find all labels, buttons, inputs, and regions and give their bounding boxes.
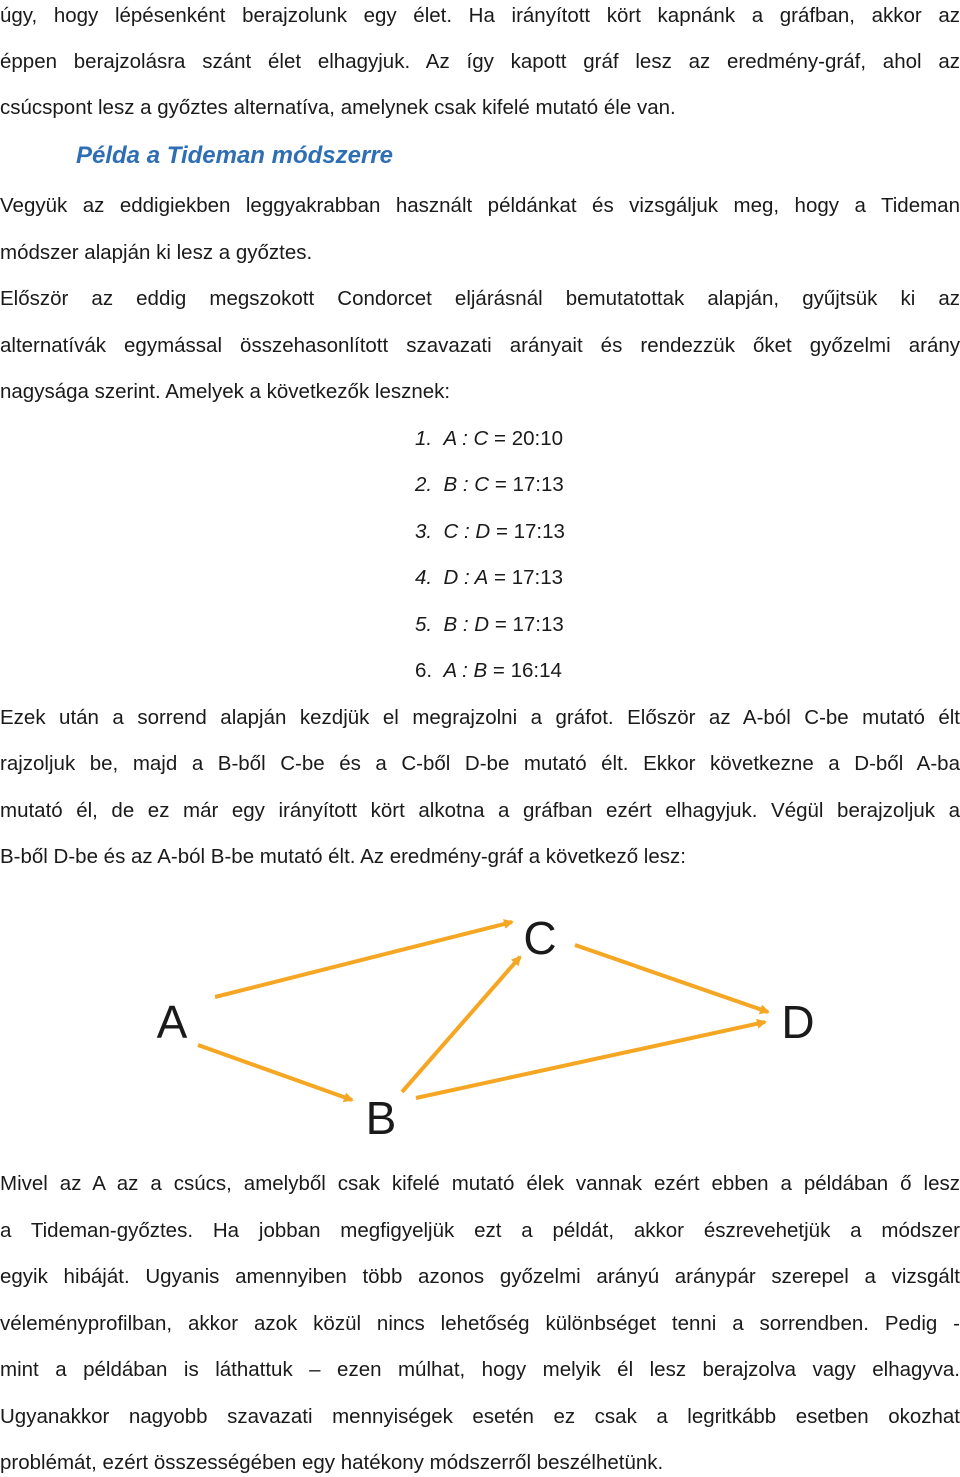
pair-ratio: = 17:13 <box>494 473 564 496</box>
pair-item-6: 6. A : B = 16:14 <box>415 659 562 682</box>
para4-line-4: véleményprofilban, akkor azok közül nincs lehetőség különbséget tenni a sorrendben. Pedig - <box>0 1312 960 1335</box>
para3-line-1: Ezek után a sorrend alapján kezdjük el megrajzolni a gráfot. Először az A-ból C-be mutató élt <box>0 706 960 729</box>
para4-line-7: problémát, ezért összességében egy hatékony módszerről beszélhetünk. <box>0 1451 664 1474</box>
pair-first: A <box>443 659 457 682</box>
pair-num: 2. <box>415 473 433 496</box>
pair-item-4: 4. D : A = 17:13 <box>415 566 564 589</box>
para2-line-2: alternatívák egymással összehasonlított szavazati arányait és rendezzük őket győzelmi arány <box>0 334 960 357</box>
pair-second: B <box>473 659 488 682</box>
node-c: C <box>523 912 557 964</box>
para3-line-3: mutató él, de ez már egy irányított kört alkotna a gráfban ezért elhagyjuk. Végül berajzoljuk a <box>0 799 960 822</box>
para4-line-3: egyik hibáját. Ugyanis amennyiben több azonos győzelmi arányú aránypár szerepel a vizsgált <box>0 1265 960 1288</box>
result-graph <box>0 900 960 1145</box>
pair-ratio: = 16:14 <box>492 659 562 682</box>
node-a: A <box>156 996 188 1048</box>
pair-second: D <box>474 613 490 636</box>
pair-item-1: 1. A : C = 20:10 <box>415 427 564 450</box>
para1-line-1: Vegyük az eddigiekben leggyakrabban használt példánkat és vizsgáljuk meg, hogy a Tideman <box>0 194 960 217</box>
edge-a-to-c <box>215 922 512 997</box>
pair-second: A <box>474 566 489 589</box>
pair-num: 3. <box>415 520 433 543</box>
pair-num: 4. <box>415 566 433 589</box>
pair-first: D <box>443 566 459 589</box>
para2-line-1: Először az eddig megszokott Condorcet eljárásnál bemutatottak alapján, gyűjtsük ki az <box>0 287 960 310</box>
pair-first: C <box>443 520 459 543</box>
edge-b-to-c <box>402 957 520 1092</box>
node-d: D <box>781 996 815 1048</box>
para4-line-2: a Tideman-győztes. Ha jobban megfigyeljük ezt a példát, akkor észrevehetjük a módszer <box>0 1219 960 1242</box>
pair-first: A <box>443 427 457 450</box>
pair-ratio: = 17:13 <box>495 520 565 543</box>
pair-item-2: 2. B : C = 17:13 <box>415 473 564 496</box>
intro-line-2: éppen berajzolásra szánt élet elhagyjuk. Az így kapott gráf lesz az eredmény-gráf, ahol az <box>0 50 960 73</box>
pair-second: C <box>473 427 489 450</box>
pair-second: D <box>475 520 491 543</box>
para2-line-3: nagysága szerint. Amelyek a következők lesznek: <box>0 380 451 403</box>
pair-item-5: 5. B : D = 17:13 <box>415 613 564 636</box>
para3-line-2: rajzoljuk be, majd a B-ből C-be és a C-ből D-be mutató élt. Ekkor következne a D-ből A-ba <box>0 752 960 775</box>
para4-line-6: Ugyanakkor nagyobb szavazati mennyiségek esetén ez csak a legritkább esetben okozhat <box>0 1405 960 1428</box>
pair-num: 5. <box>415 613 433 636</box>
section-heading: Példa a Tideman módszerre <box>76 142 394 169</box>
pair-ratio: = 17:13 <box>494 566 564 589</box>
pair-ratio: = 17:13 <box>494 613 564 636</box>
pair-second: C <box>474 473 490 496</box>
edge-a-to-b <box>198 1045 352 1100</box>
pair-num: 1. <box>415 427 433 450</box>
para1-line-2: módszer alapján ki lesz a győztes. <box>0 241 313 264</box>
pair-item-3: 3. C : D = 17:13 <box>415 520 565 543</box>
pair-num: 6. <box>415 659 433 682</box>
node-b: B <box>365 1092 397 1144</box>
edge-b-to-d <box>416 1022 765 1098</box>
para3-line-4: B-ből D-be és az A-ból B-be mutató élt. Az eredmény-gráf a következő lesz: <box>0 845 686 868</box>
intro-line-3: csúcspont lesz a győztes alternatíva, amelynek csak kifelé mutató éle van. <box>0 96 676 119</box>
pair-first: B <box>443 613 458 636</box>
para4-line-1: Mivel az A az a csúcs, amelyből csak kifelé mutató élek vannak ezért ebben a példában ő lesz <box>0 1172 960 1195</box>
para4-line-5: mint a példában is láthattuk – ezen múlhat, hogy melyik él lesz berajzolva vagy elhagyva. <box>0 1358 960 1381</box>
pair-ratio: = 20:10 <box>494 427 564 450</box>
pair-first: B <box>443 473 458 496</box>
intro-line-1: úgy, hogy lépésenként berajzolunk egy élet. Ha irányított kört kapnánk a gráfban, akkor az <box>0 4 960 27</box>
edge-c-to-d <box>575 945 768 1012</box>
